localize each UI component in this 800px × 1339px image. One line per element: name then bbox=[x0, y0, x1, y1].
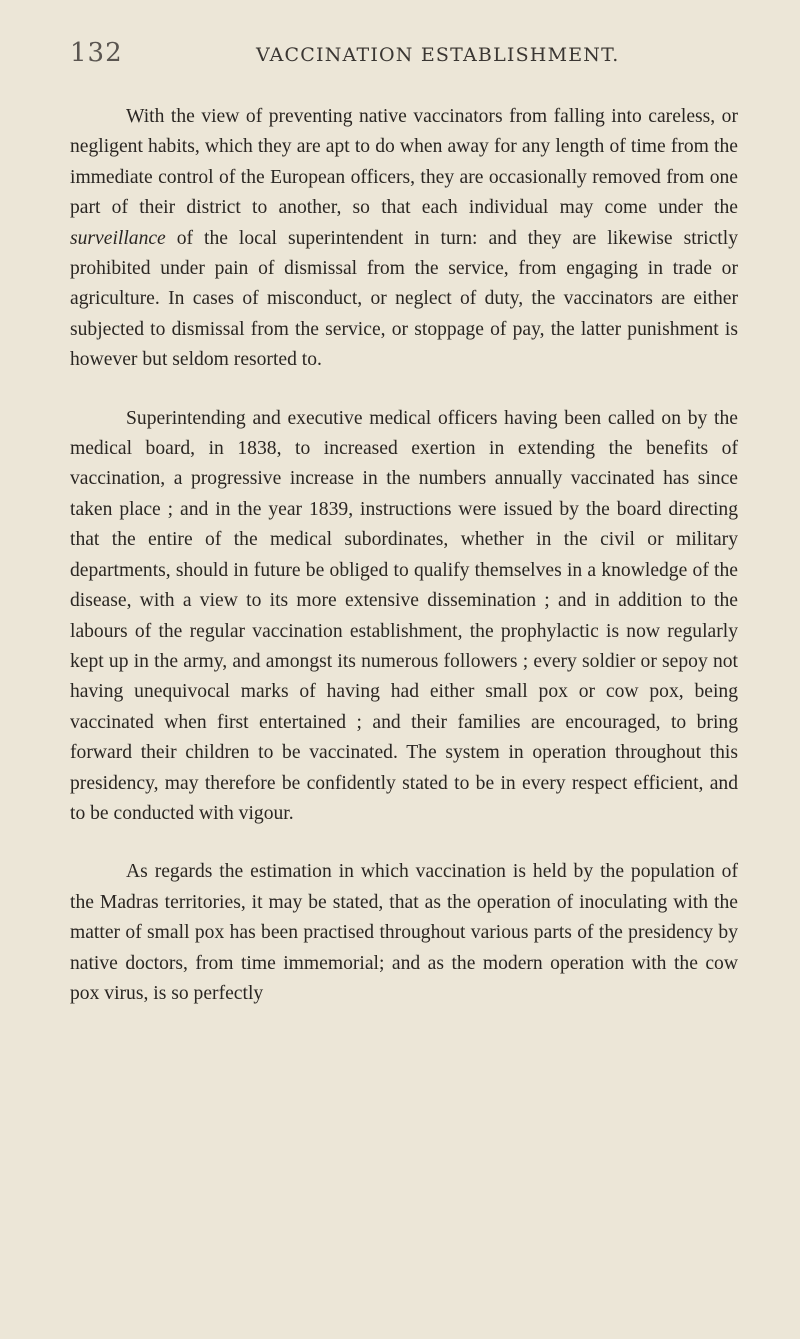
paragraph-3: As regards the estimation in which vaccination is held by the population of the Madras territories, it may be stated, that as the operation of inoculating with the matter of small pox has been practised throughout various parts of the presidency by native doctors, from time immemorial; and as the modern operation with the cow pox virus, is so perfectly bbox=[70, 861, 738, 1004]
paragraph-2: Superintending and executive medical officers having been called on by the medical board, in 1838, to increased exertion in extending the benefits of vaccination, a progressive increase in the numbers annually vaccinated has since taken place ; and in the year 1839, instructions were issued by the board directing that the entire of the medical subordinates, whether in the civil or military departments, should in future be obliged to qualify themselves in a knowledge of the disease, with a view to its more extensive dissemination ; and in addition to the labours of the regular vaccination establishment, the prophylactic is now regularly kept up in the army, and amongst its numerous followers ; every soldier or sepoy not having unequivocal marks of having had either small pox or cow pox, being vaccinated when first entertained ; and their families are encouraged, to bring forward their children to be vaccinated. The system in operation throughout this presidency, may therefore be confidently stated to be in every respect efficient, and to be conducted with vigour. bbox=[70, 407, 738, 824]
running-title: VACCINATION ESTABLISHMENT. bbox=[256, 44, 620, 66]
running-head bbox=[70, 38, 738, 78]
paragraph-1-before: With the view of preventing native vaccinators from falling into careless, or negligent habits, which they are apt to do when away for any length of time from the immediate control of the European officers, they are occasionally removed from one part of their district to another, so that each individual may come under the bbox=[70, 106, 738, 219]
surveillance-emphasis: surveillance bbox=[70, 227, 166, 249]
paragraph-1 bbox=[70, 102, 738, 376]
paragraph-1-after: of the local superintendent in turn: and they are likewise strictly prohibited under pain of dismissal from the service, from engaging in trade or agriculture. In cases of misconduct, or neglect of duty, the vaccinators are either subjected to dismissal from the service, or stoppage of pay, the latter punishment is however but seldom resorted to. bbox=[70, 227, 738, 371]
page-number: 132 bbox=[70, 38, 123, 68]
body-text bbox=[70, 102, 738, 1009]
